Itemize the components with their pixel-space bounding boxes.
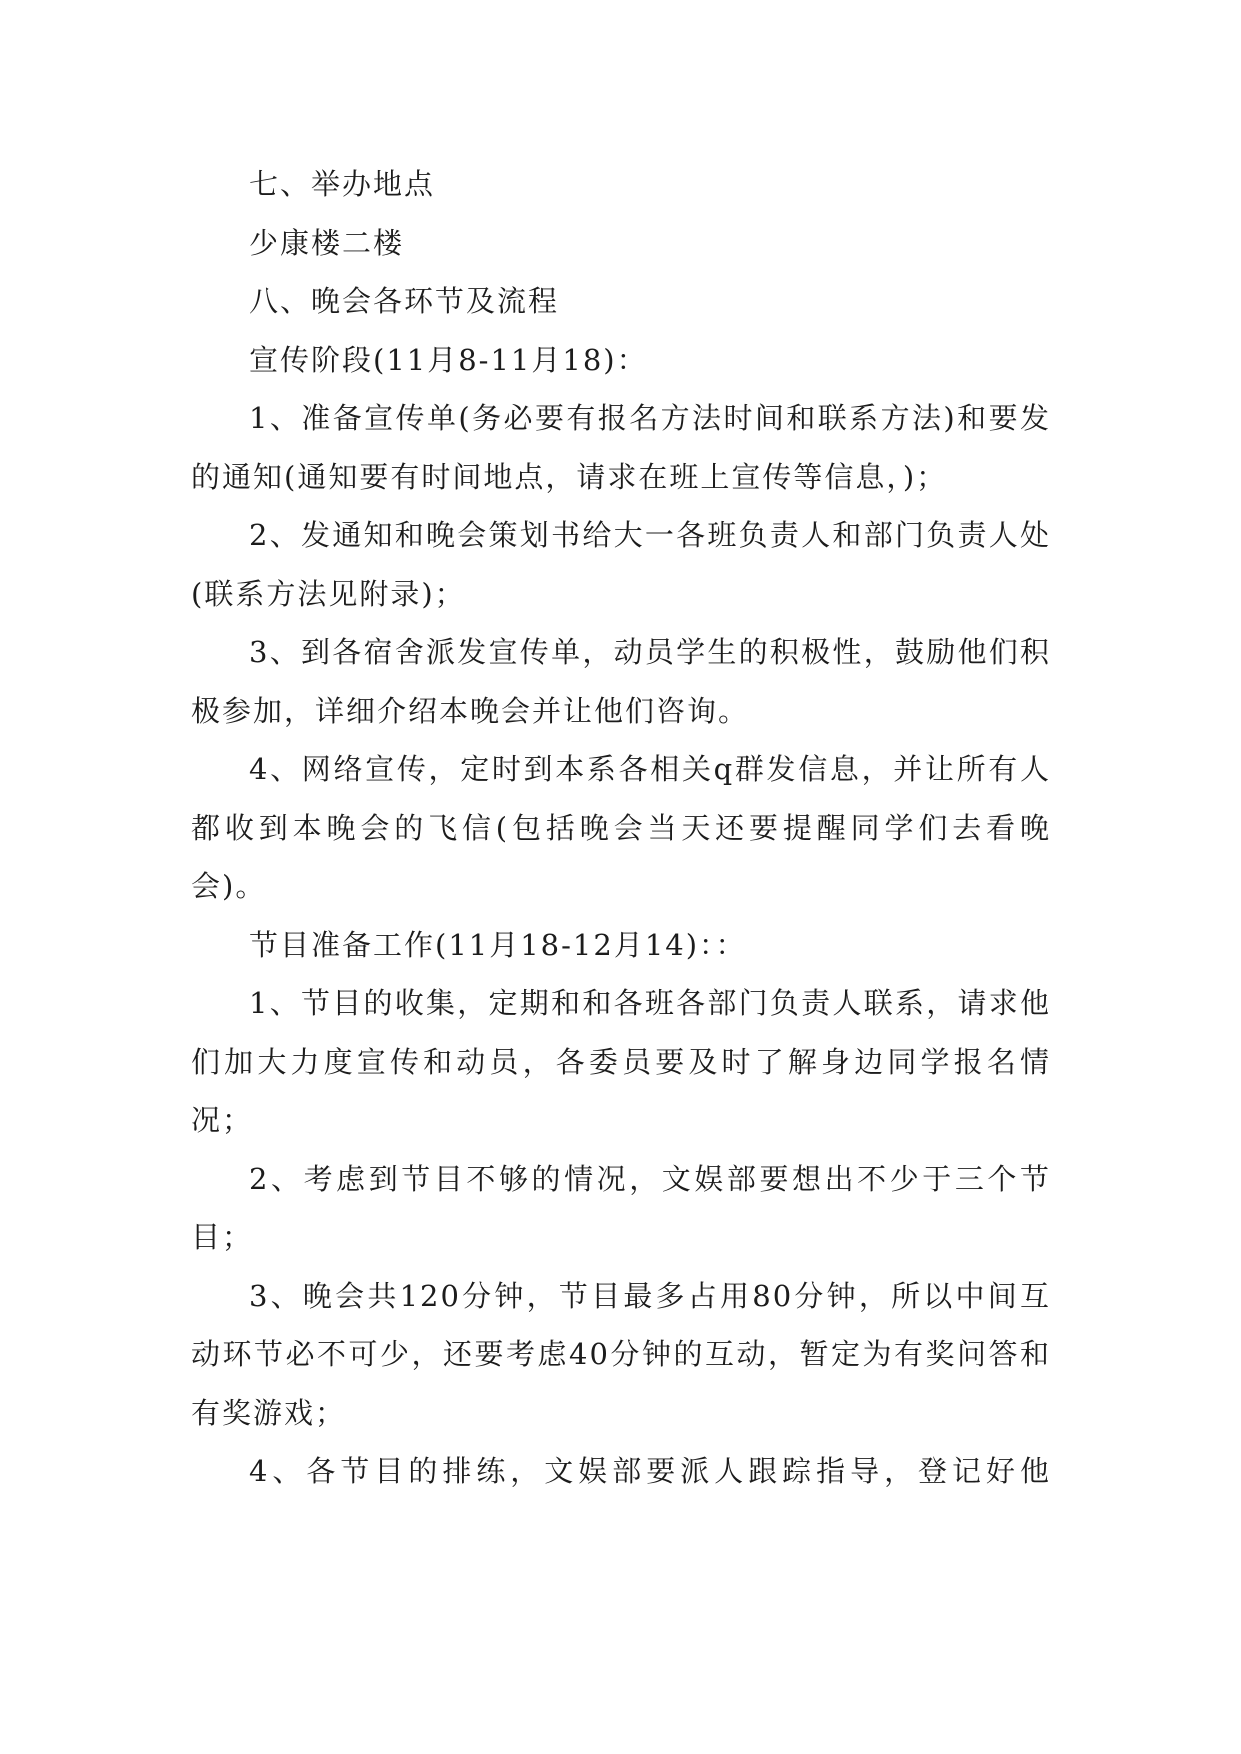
heading-program-flow: 八、晚会各环节及流程 <box>249 284 560 318</box>
paragraph-prep-1: 1、节目的收集，定期和和各班各部门负责人联系，请求他们加大力度宣传和动员，各委员要及时了解身边同学报名情况； <box>191 986 1051 1137</box>
subheading-publicity: 宣传阶段(11月8-11月18)： <box>249 342 648 377</box>
paragraph-prep-4: 4、各节目的排练，文娱部要派人跟踪指导，登记好他 <box>249 1454 1051 1488</box>
paragraph-prep-3: 3、晚会共120分钟，节目最多占用80分钟，所以中间互动环节必不可少，还要考虑40分钟的互动，暂定为有奖问答和有奖游戏； <box>191 1278 1051 1430</box>
subheading-program-prep: 节目准备工作(11月18-12月14)：： <box>249 927 747 962</box>
paragraph-publicity-4: 4、网络宣传，定时到本系各相关q群发信息，并让所有人都收到本晚会的飞信(包括晚会当天还要提醒同学们去看晚会)。 <box>191 752 1051 903</box>
paragraph-venue: 少康楼二楼 <box>249 225 405 260</box>
paragraph-publicity-2: 2、发通知和晚会策划书给大一各班负责人和部门负责人处(联系方法见附录)； <box>191 518 1051 611</box>
document-body <box>191 155 1051 1501</box>
paragraph-publicity-3: 3、到各宿舍派发宣传单，动员学生的积极性，鼓励他们积极参加，详细介绍本晚会并让他们咨询。 <box>191 635 1051 728</box>
paragraph-publicity-1: 1、准备宣传单(务必要有报名方法时间和联系方法)和要发的通知(通知要有时间地点，请求在班上宣传等信息，)； <box>191 401 1051 494</box>
heading-venue: 七、举办地点 <box>249 167 436 201</box>
paragraph-prep-2: 2、考虑到节目不够的情况，文娱部要想出不少于三个节目； <box>191 1161 1051 1254</box>
